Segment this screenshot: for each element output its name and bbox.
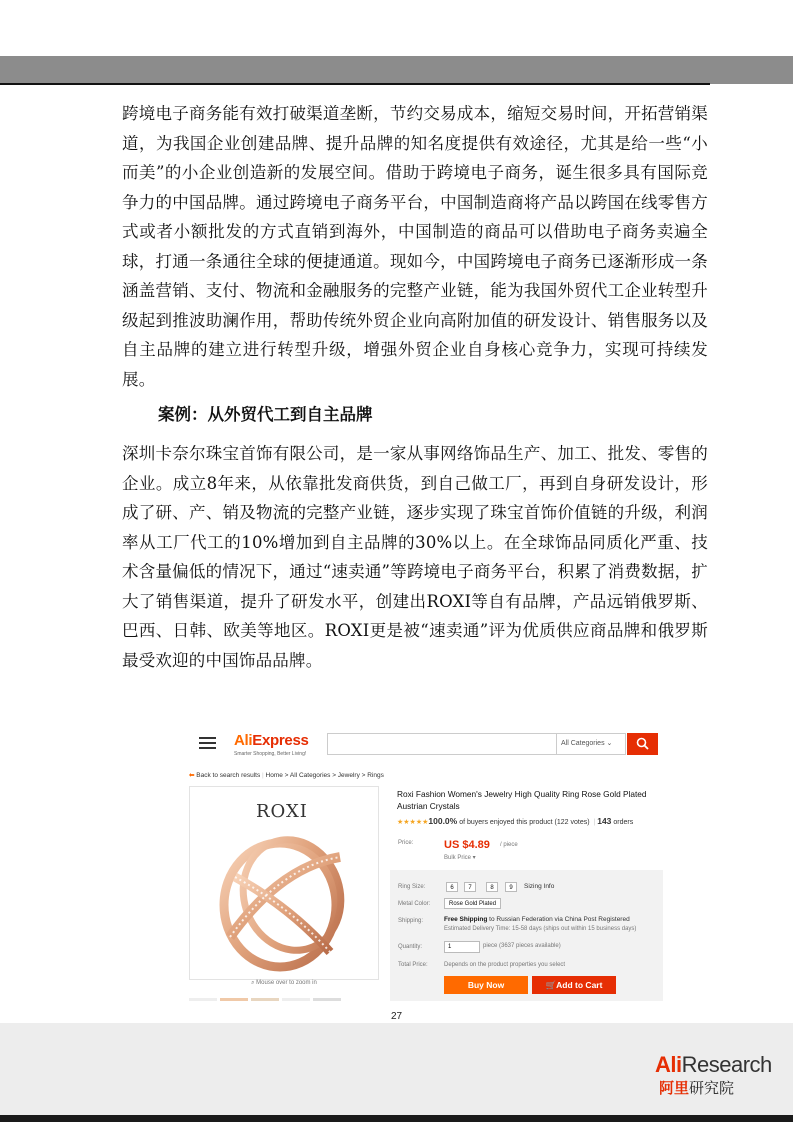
breadcrumb: ⬅ Back to search results | Home > All Categories > Jewelry > Rings [189, 772, 384, 779]
rating-row: ★★★★★100.0% of buyers enjoyed this product (122 votes) | 143 orders [397, 816, 634, 826]
quantity-input[interactable]: 1 [444, 941, 480, 953]
total-price-label: Total Price: [398, 962, 428, 968]
product-image[interactable] [189, 786, 379, 980]
aliresearch-logo: AliResearch [655, 1052, 772, 1077]
search-icon [636, 737, 649, 750]
body-paragraph-2: 深圳卡奈尔珠宝首饰有限公司，是一家从事网络饰品生产、加工、批发、零售的企业。成立8年来，从依靠批发商供货，到自己做工厂，再到自身研发设计，形成了研、产、销及物流的完整产业链，逐步实现了珠宝首饰价值链的升级，利润率从工厂代工的10%增加到自主品牌的30%以上。在全球饰品同质化严重、技术含量偏低的情况下，通过“速卖通”等跨境电子商务平台，积累了消费数据，扩大了销售渠道，提升了研发水平，创建出ROXI等自有品牌，产品远销俄罗斯、巴西、日韩、欧美等地区。ROXI更是被“速卖通”评为优质供应商品牌和俄罗斯最受欢迎的中国饰品品牌。 [122, 444, 708, 670]
metal-color-option[interactable]: Rose Gold Plated [444, 898, 501, 909]
metal-color-label: Metal Color: [398, 901, 431, 907]
aliexpress-screenshot [181, 724, 663, 1001]
size-option-6[interactable]: 6 [446, 882, 458, 892]
magnifier-icon: ⌕ [251, 980, 257, 986]
page-number: 27 [390, 1011, 403, 1022]
breadcrumb-path[interactable]: Home > All Categories > Jewelry > Rings [265, 772, 384, 779]
case-heading: 案例：从外贸代工到自主品牌 [158, 405, 373, 424]
size-option-7[interactable]: 7 [464, 882, 476, 892]
quantity-note: piece (3637 pieces available) [483, 943, 561, 949]
product-info [390, 830, 663, 1001]
orders-count: 143 [597, 816, 612, 826]
price-unit: / piece [500, 842, 518, 848]
footer-bar [0, 1115, 793, 1122]
category-select[interactable]: All Categories ⌄ [556, 733, 626, 755]
price-label: Price: [398, 840, 414, 846]
quantity-label: Quantity: [398, 944, 423, 950]
thumbnail-strip[interactable] [189, 993, 379, 1001]
body-paragraph-1: 跨境电子商务能有效打破渠道垄断，节约交易成本，缩短交易时间，开拓营销渠道，为我国企业创建品牌、提升品牌的知名度提供有效途径，尤其是给一些“小而美”的小企业创造新的发展空间。借助于跨境电子商务，诞生很多具有国际竞争力的中国品牌。通过跨境电子商务平台，中国制造商将产品以跨国在线零售方式或者小额批发的方式直销到海外，中国制造的商品可以借助电子商务卖遍全球，打通一条通往全球的便捷通道。现如今，中国跨境电子商务已逐渐形成一条涵盖营销、支付、物流和金融服务的完整产业链，能为我国外贸代工企业转型升级起到推波助澜作用，帮助传统外贸企业向高附加值的研发设计、销售服务以及自主品牌的建立进行转型升级，增强外贸企业自身核心竞争力，实现可持续发展。 [122, 104, 708, 389]
price: US $4.89 [444, 839, 490, 851]
aliresearch-cn-logo: 阿里研究院 [659, 1079, 735, 1097]
shipping-info: Free Shipping to Russian Federation via China Post Registered [444, 916, 630, 923]
header-bar [0, 56, 793, 84]
back-arrow-icon: ⬅ [189, 772, 195, 779]
buy-now-button[interactable]: Buy Now [444, 976, 528, 994]
search-button[interactable] [627, 733, 658, 755]
menu-icon[interactable] [199, 737, 216, 749]
chevron-down-icon: ⌄ [606, 740, 613, 747]
shipping-label: Shipping: [398, 918, 424, 924]
bulk-price-link[interactable]: Bulk Price ▾ [444, 855, 476, 861]
delivery-estimate: Estimated Delivery Time: 15-58 days (ships out within 15 business days) [444, 926, 637, 932]
site-header [181, 724, 663, 764]
size-option-8[interactable]: 8 [486, 882, 498, 892]
search-input[interactable] [327, 733, 557, 755]
size-option-9[interactable]: 9 [505, 882, 517, 892]
ring-image [190, 787, 380, 981]
total-price-note: Depends on the product properties you select [444, 962, 566, 968]
ring-size-label: Ring Size: [398, 884, 426, 890]
sizing-info-link[interactable]: Sizing Info [524, 883, 555, 890]
price-box [390, 830, 663, 870]
product-title: Roxi Fashion Women's Jewelry High Quality Ring Rose Gold Plated Austrian Crystals [397, 789, 647, 811]
cart-icon: 🛒 [545, 980, 557, 990]
aliexpress-logo[interactable]: AliExpress [234, 732, 309, 749]
brand-logo: ROXI [256, 801, 308, 822]
add-to-cart-button[interactable]: 🛒Add to Cart [532, 976, 616, 994]
zoom-hint: ⌕ Mouse over to zoom in [251, 980, 317, 986]
logo-tagline: Smarter Shopping, Better Living! [234, 751, 307, 757]
back-link[interactable]: Back to search results [196, 772, 261, 779]
star-rating-icon: ★★★★★ [397, 819, 429, 826]
header-rule [0, 83, 710, 85]
